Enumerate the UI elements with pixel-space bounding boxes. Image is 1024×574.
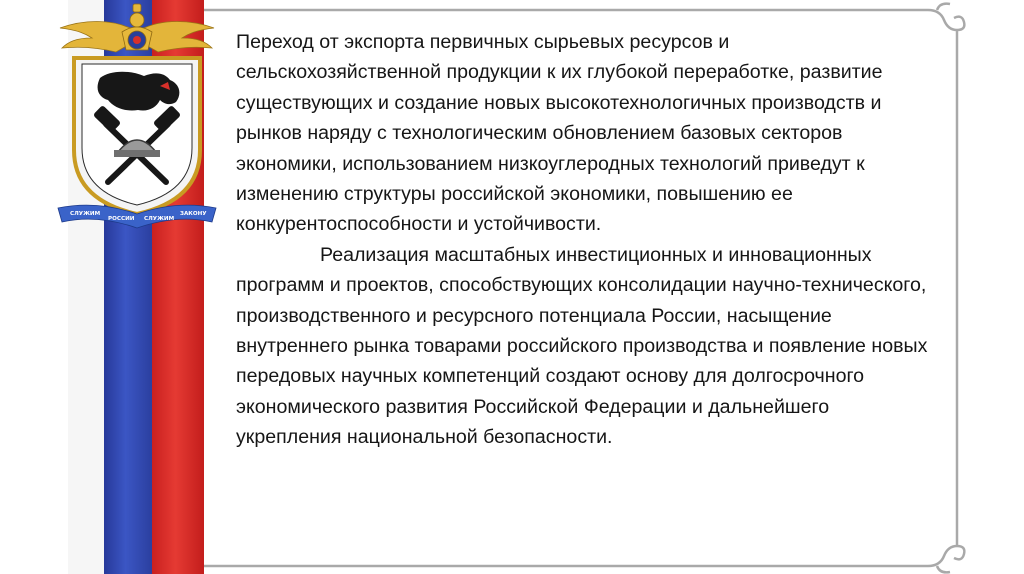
slide-body-text	[236, 27, 936, 453]
ribbon-word: СЛУЖИМ	[70, 211, 101, 217]
paragraph-1: Переход от экспорта первичных сырьевых ресурсов и сельскохозяйственной продукции к их глубокой переработке, развитие существующих и создание новых высокотехнологичных производств и рынков наряду с технологическим обновлением базовых секторов экономики, использованием низкоуглеродных технологий приведут к изменению структуры российской экономики, повышению ее конкурентоспособности и устойчивости.	[236, 31, 883, 236]
ribbon-word: СЛУЖИМ	[144, 216, 175, 222]
emblem-logo	[52, 0, 222, 232]
ribbon-word: ЗАКОНУ	[180, 211, 207, 217]
ribbon-word: РОССИИ	[108, 216, 135, 222]
paragraph-2: Реализация масштабных инвестиционных и инновационных программ и проектов, способствующих консолидации научно-технического, производственного и ресурсного потенциала России, насыщение внутреннего рынка товарами российского производства и появление новых передовых научных компетенций создают основу для долгосрочного экономического развития Российской Федерации и дальнейшего укрепления национальной безопасности.	[236, 243, 928, 449]
